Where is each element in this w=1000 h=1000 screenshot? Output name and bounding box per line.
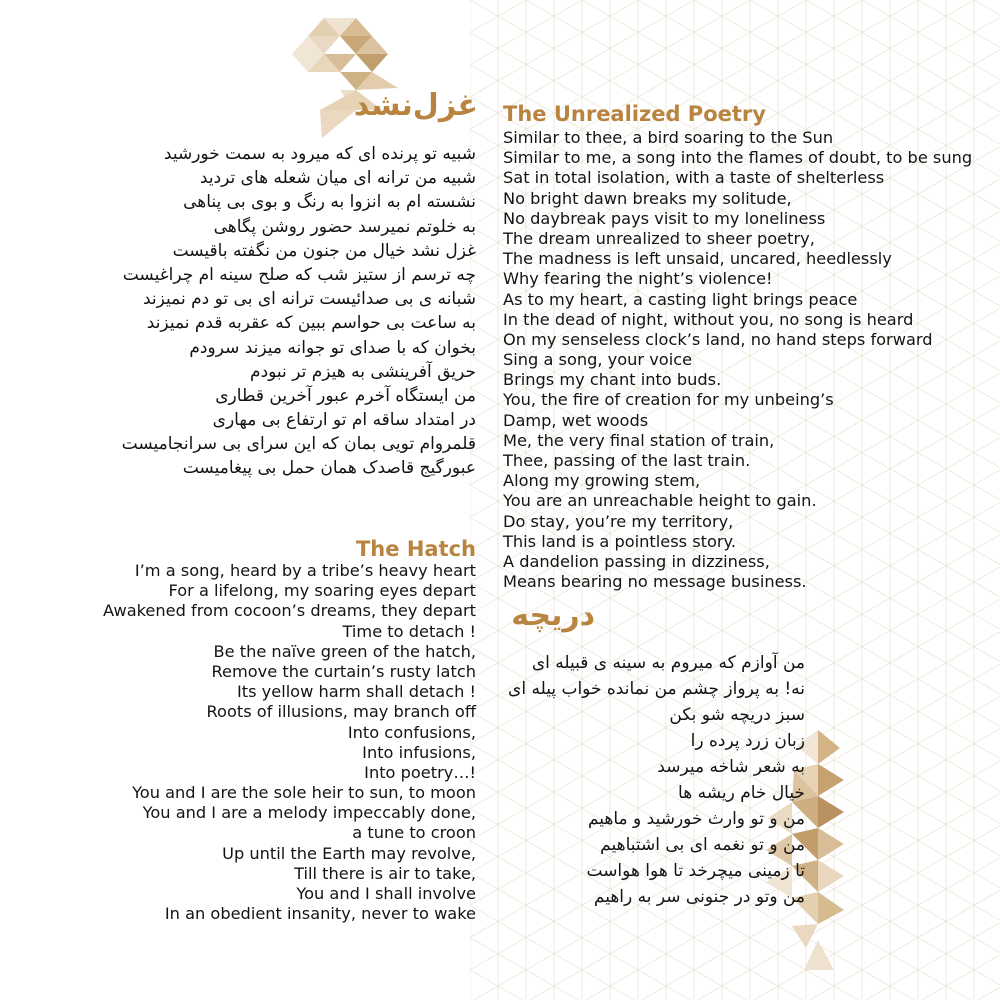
poem-line: Similar to thee, a bird soaring to the Sun xyxy=(503,128,834,147)
unrealized-poetry-poem xyxy=(503,128,983,592)
poem-line: In an obedient insanity, never to wake xyxy=(164,904,476,924)
poem-line: Up until the Earth may revolve, xyxy=(222,843,476,863)
poem-line: Awakened from cocoon’s dreams, they depart xyxy=(103,601,476,621)
poem-line: نه! به پرواز چشم من نمانده خواب پیله ای xyxy=(508,679,805,699)
poem-line: Be the naïve green of the hatch, xyxy=(213,641,476,661)
unrealized-poetry-title: The Unrealized Poetry xyxy=(503,102,766,126)
poem-line: خیال خام ریشه ها xyxy=(678,783,805,803)
poem-line: نشسته ام به انزوا به رنگ و بوی بی پناهی xyxy=(183,192,476,213)
poem-line: Brings my chant into buds. xyxy=(503,370,722,390)
poem-line: عبورگیج قاصدک همان حمل بی پیغامیست xyxy=(182,458,476,479)
poem-line: On my senseless clock’s land, no hand steps forward xyxy=(503,329,933,349)
poem-line: Do stay, you’re my territory, xyxy=(503,511,734,531)
poem-line: Into infusions, xyxy=(362,742,476,762)
dariche-title: دریچه xyxy=(511,598,595,633)
poem-line: بخوان که با صدای تو جوانه میزند سرودم xyxy=(189,337,476,358)
poem-line: Till there is air to take, xyxy=(294,863,476,883)
poem-line: شبیه من ترانه ای میان شعله های تردید xyxy=(199,168,476,189)
poem-line: For a lifelong, my soaring eyes depart xyxy=(168,581,476,601)
poem-line: شبانه ی بی صدائیست ترانه ای بی تو دم نمیزند xyxy=(143,289,476,310)
poem-line: حریق آفرینشی به هیزم تر نبودم xyxy=(250,361,476,382)
poem-line: Means bearing no message business. xyxy=(503,572,807,592)
poem-line: به خلوتم نمیرسد حضور روشن پگاهی xyxy=(213,216,476,237)
ghazal-title: غزل‌نشد xyxy=(353,88,478,123)
poem-line: You and I shall involve xyxy=(296,884,476,903)
poem-line: Sing a song, your voice xyxy=(503,350,693,370)
poem-line: Roots of illusions, may branch off xyxy=(206,702,476,722)
poem-line: This land is a pointless story. xyxy=(503,531,736,551)
poem-line: The madness is left unsaid, uncared, heedlessly xyxy=(503,249,892,269)
poem-line: Thee, passing of the last train. xyxy=(503,451,751,470)
poem-line: در امتداد ساقه ام تو ارتفاع بی مهاری xyxy=(212,410,476,431)
poem-line: Time to detach ! xyxy=(342,621,476,641)
poem-line: به ساعت بی حواسم ببین که عقربه قدم نمیزند xyxy=(146,313,476,334)
poem-line: I’m a song, heard by a tribe’s heavy heart xyxy=(134,561,476,580)
poem-line: Remove the curtain’s rusty latch xyxy=(211,661,476,681)
poem-line: شبیه تو پرنده ای که میرود به سمت خورشید xyxy=(163,144,476,164)
poem-line: Into confusions, xyxy=(347,722,476,742)
poem-line: a tune to croon xyxy=(352,823,476,843)
poem-line: من و تو وارث خورشید و ماهیم xyxy=(587,809,805,829)
poem-line: A dandelion passing in dizziness, xyxy=(503,551,770,571)
poem-line: سبز دریچه شو بکن xyxy=(669,705,805,725)
poem-line: Why fearing the night’s violence! xyxy=(503,269,773,289)
poem-line: You, the fire of creation for my unbeing’s xyxy=(503,390,834,410)
poem-line: به شعر شاخه میرسد xyxy=(657,757,805,777)
poem-line: Damp, wet woods xyxy=(503,410,649,430)
hatch-title: The Hatch xyxy=(355,537,476,561)
ghazal-poem xyxy=(96,142,476,481)
poem-line: Similar to me, a song into the flames of doubt, to be sung xyxy=(503,148,973,168)
poem-line: You are an unreachable height to gain. xyxy=(503,491,817,511)
poem-line: من ایستگاه آخرم عبور آخرین قطاری xyxy=(215,385,476,406)
poem-line: Me, the very final station of train, xyxy=(503,430,775,450)
hatch-poem xyxy=(36,561,476,924)
poem-line: You and I are the sole heir to sun, to moon xyxy=(132,783,476,803)
poem-line: You and I are a melody impeccably done, xyxy=(142,803,476,823)
poem-line: The dream unrealized to sheer poetry, xyxy=(503,228,815,248)
poem-line: In the dead of night, without you, no song is heard xyxy=(503,309,914,329)
poem-line: No daybreak pays visit to my loneliness xyxy=(503,208,826,228)
poem-line: Into poetry…! xyxy=(364,762,476,782)
poem-line: Its yellow harm shall detach ! xyxy=(236,682,476,702)
poem-line: As to my heart, a casting light brings peace xyxy=(503,289,858,309)
poem-line: No bright dawn breaks my solitude, xyxy=(503,188,792,208)
poem-line: من آوازم که میروم به سینه ی قبیله ای xyxy=(531,653,805,673)
dariche-poem xyxy=(505,650,805,910)
poem-line: Along my growing stem, xyxy=(503,471,701,491)
poem-line: قلمروام تویی بمان که این سرای بی سرانجامیست xyxy=(121,434,476,455)
poem-line: Sat in total isolation, with a taste of shelterless xyxy=(503,168,885,188)
poem-line: چه ترسم از ستیز شب که صلح سینه ام چراغیست xyxy=(122,264,476,285)
poem-line: غزل نشد خیال من جنون من نگفته باقیست xyxy=(172,240,476,261)
poem-line: زبان زرد پرده را xyxy=(690,731,805,751)
poem-line: تا زمینی میچرخد تا هوا هواست xyxy=(586,861,805,881)
poem-line: من و تو نغمه ای بی اشتباهیم xyxy=(600,835,805,855)
poem-line: من وتو در جنونی سر به راهیم xyxy=(593,887,805,907)
